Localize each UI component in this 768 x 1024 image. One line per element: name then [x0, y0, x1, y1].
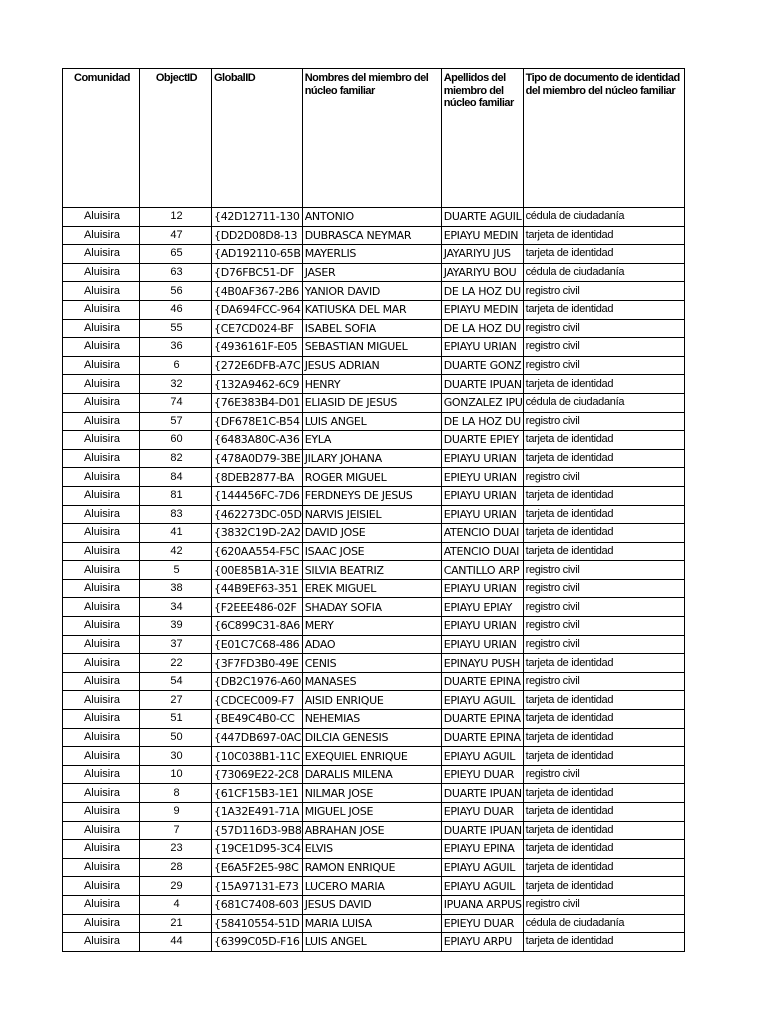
- table-row: [63, 468, 685, 487]
- cell-tipo-documento: tarjeta de identidad: [523, 728, 684, 747]
- cell-tipo-documento: registro civil: [523, 672, 684, 691]
- cell-globalid: {DB2C1976-A60: [212, 672, 303, 691]
- cell-objectid: 83: [140, 505, 212, 524]
- cell-apellidos: EPIAYU EPIAY: [441, 598, 523, 617]
- cell-comunidad: Aluisira: [63, 468, 140, 487]
- cell-apellidos: EPIAYU DUAR: [441, 803, 523, 822]
- cell-nombres: JESUS DAVID: [302, 895, 441, 914]
- cell-tipo-documento: cédula de ciudadanía: [523, 263, 684, 282]
- cell-comunidad: Aluisira: [63, 505, 140, 524]
- cell-objectid: 28: [140, 858, 212, 877]
- cell-objectid: 23: [140, 840, 212, 859]
- cell-tipo-documento: tarjeta de identidad: [523, 933, 684, 952]
- cell-comunidad: Aluisira: [63, 356, 140, 375]
- cell-globalid: {AD192110-65B: [212, 245, 303, 264]
- cell-objectid: 46: [140, 300, 212, 319]
- cell-nombres: NARVIS JEISIEL: [302, 505, 441, 524]
- cell-tipo-documento: tarjeta de identidad: [523, 542, 684, 561]
- cell-tipo-documento: registro civil: [523, 319, 684, 338]
- cell-comunidad: Aluisira: [63, 914, 140, 933]
- cell-tipo-documento: tarjeta de identidad: [523, 375, 684, 394]
- cell-objectid: 36: [140, 338, 212, 357]
- table-row: [63, 710, 685, 729]
- cell-nombres: CENIS: [302, 654, 441, 673]
- cell-apellidos: EPIAYU URIAN: [441, 449, 523, 468]
- cell-tipo-documento: registro civil: [523, 765, 684, 784]
- cell-nombres: NEHEMIAS: [302, 710, 441, 729]
- cell-comunidad: Aluisira: [63, 858, 140, 877]
- cell-tipo-documento: cédula de ciudadanía: [523, 208, 684, 227]
- cell-globalid: {58410554-51D: [212, 914, 303, 933]
- cell-comunidad: Aluisira: [63, 245, 140, 264]
- cell-tipo-documento: tarjeta de identidad: [523, 877, 684, 896]
- cell-tipo-documento: tarjeta de identidad: [523, 858, 684, 877]
- cell-apellidos: EPIAYU ARPU: [441, 933, 523, 952]
- cell-globalid: {4936161F-E05: [212, 338, 303, 357]
- cell-nombres: JESUS ADRIAN: [302, 356, 441, 375]
- cell-tipo-documento: tarjeta de identidad: [523, 710, 684, 729]
- table-row: [63, 486, 685, 505]
- cell-objectid: 50: [140, 728, 212, 747]
- cell-apellidos: DUARTE EPINA: [441, 728, 523, 747]
- cell-objectid: 42: [140, 542, 212, 561]
- table-row: [63, 505, 685, 524]
- table-row: [63, 914, 685, 933]
- cell-nombres: MANASES: [302, 672, 441, 691]
- cell-tipo-documento: tarjeta de identidad: [523, 654, 684, 673]
- cell-tipo-documento: registro civil: [523, 617, 684, 636]
- cell-globalid: {144456FC-7D6: [212, 486, 303, 505]
- table-row: [63, 840, 685, 859]
- cell-objectid: 6: [140, 356, 212, 375]
- cell-globalid: {8DEB2877-BA: [212, 468, 303, 487]
- cell-tipo-documento: tarjeta de identidad: [523, 505, 684, 524]
- cell-globalid: {132A9462-6C9: [212, 375, 303, 394]
- table-row: [63, 877, 685, 896]
- cell-nombres: FERDNEYS DE JESUS: [302, 486, 441, 505]
- cell-nombres: ANTONIO: [302, 208, 441, 227]
- cell-apellidos: EPIAYU URIAN: [441, 505, 523, 524]
- cell-globalid: {CDCEC009-F7: [212, 691, 303, 710]
- header-objectid: ObjectID: [140, 69, 212, 208]
- header-nombres: Nombres del miembro del núcleo familiar: [302, 69, 441, 208]
- cell-nombres: NILMAR JOSE: [302, 784, 441, 803]
- cell-globalid: {DD2D08D8-13: [212, 226, 303, 245]
- cell-comunidad: Aluisira: [63, 784, 140, 803]
- cell-comunidad: Aluisira: [63, 226, 140, 245]
- cell-nombres: MERY: [302, 617, 441, 636]
- cell-objectid: 4: [140, 895, 212, 914]
- cell-apellidos: JAYARIYU BOU: [441, 263, 523, 282]
- cell-objectid: 56: [140, 282, 212, 301]
- cell-nombres: LUIS ANGEL: [302, 933, 441, 952]
- cell-tipo-documento: tarjeta de identidad: [523, 840, 684, 859]
- cell-comunidad: Aluisira: [63, 691, 140, 710]
- table-row: [63, 338, 685, 357]
- cell-objectid: 65: [140, 245, 212, 264]
- cell-globalid: {00E85B1A-31E: [212, 561, 303, 580]
- table-body: [63, 208, 685, 952]
- cell-comunidad: Aluisira: [63, 300, 140, 319]
- cell-tipo-documento: registro civil: [523, 412, 684, 431]
- cell-globalid: {57D116D3-9B8: [212, 821, 303, 840]
- cell-comunidad: Aluisira: [63, 319, 140, 338]
- cell-tipo-documento: tarjeta de identidad: [523, 226, 684, 245]
- cell-objectid: 63: [140, 263, 212, 282]
- cell-comunidad: Aluisira: [63, 672, 140, 691]
- cell-objectid: 12: [140, 208, 212, 227]
- cell-nombres: DAVID JOSE: [302, 524, 441, 543]
- cell-globalid: {76E383B4-D01: [212, 393, 303, 412]
- data-table: [62, 68, 685, 952]
- cell-globalid: {42D12711-130: [212, 208, 303, 227]
- cell-nombres: MAYERLIS: [302, 245, 441, 264]
- table-row: [63, 431, 685, 450]
- table-row: [63, 747, 685, 766]
- cell-comunidad: Aluisira: [63, 728, 140, 747]
- cell-apellidos: DUARTE GONZ: [441, 356, 523, 375]
- cell-objectid: 32: [140, 375, 212, 394]
- cell-apellidos: EPIEYU DUAR: [441, 914, 523, 933]
- cell-objectid: 81: [140, 486, 212, 505]
- table-row: [63, 245, 685, 264]
- table-row: [63, 691, 685, 710]
- cell-tipo-documento: tarjeta de identidad: [523, 784, 684, 803]
- cell-globalid: {61CF15B3-1E1: [212, 784, 303, 803]
- cell-globalid: {73069E22-2C8: [212, 765, 303, 784]
- cell-nombres: ISAAC JOSE: [302, 542, 441, 561]
- cell-comunidad: Aluisira: [63, 412, 140, 431]
- cell-nombres: SEBASTIAN MIGUEL: [302, 338, 441, 357]
- table-row: [63, 821, 685, 840]
- cell-objectid: 29: [140, 877, 212, 896]
- cell-nombres: ABRAHAN JOSE: [302, 821, 441, 840]
- cell-nombres: JILARY JOHANA: [302, 449, 441, 468]
- table-row: [63, 542, 685, 561]
- cell-nombres: ROGER MIGUEL: [302, 468, 441, 487]
- cell-comunidad: Aluisira: [63, 579, 140, 598]
- cell-nombres: AISID ENRIQUE: [302, 691, 441, 710]
- cell-objectid: 7: [140, 821, 212, 840]
- cell-apellidos: EPIEYU URIAN: [441, 468, 523, 487]
- cell-objectid: 74: [140, 393, 212, 412]
- cell-nombres: RAMON ENRIQUE: [302, 858, 441, 877]
- cell-objectid: 30: [140, 747, 212, 766]
- cell-tipo-documento: tarjeta de identidad: [523, 803, 684, 822]
- cell-objectid: 57: [140, 412, 212, 431]
- cell-objectid: 60: [140, 431, 212, 450]
- cell-apellidos: EPIAYU URIAN: [441, 486, 523, 505]
- cell-tipo-documento: cédula de ciudadanía: [523, 393, 684, 412]
- cell-globalid: {E01C7C68-486: [212, 635, 303, 654]
- cell-globalid: {447DB697-0AC: [212, 728, 303, 747]
- table-row: [63, 300, 685, 319]
- cell-tipo-documento: registro civil: [523, 895, 684, 914]
- table-row: [63, 226, 685, 245]
- cell-comunidad: Aluisira: [63, 877, 140, 896]
- cell-globalid: {681C7408-603: [212, 895, 303, 914]
- cell-nombres: HENRY: [302, 375, 441, 394]
- cell-globalid: {3832C19D-2A2: [212, 524, 303, 543]
- cell-apellidos: CANTILLO ARP: [441, 561, 523, 580]
- cell-objectid: 51: [140, 710, 212, 729]
- cell-globalid: {6483A80C-A36: [212, 431, 303, 450]
- cell-comunidad: Aluisira: [63, 635, 140, 654]
- cell-comunidad: Aluisira: [63, 710, 140, 729]
- cell-apellidos: EPIAYU MEDIN: [441, 226, 523, 245]
- cell-comunidad: Aluisira: [63, 542, 140, 561]
- cell-nombres: EYLA: [302, 431, 441, 450]
- cell-apellidos: DUARTE AGUIL: [441, 208, 523, 227]
- cell-apellidos: DE LA HOZ DU: [441, 412, 523, 431]
- cell-comunidad: Aluisira: [63, 617, 140, 636]
- cell-globalid: {6399C05D-F16: [212, 933, 303, 952]
- cell-apellidos: EPIAYU AGUIL: [441, 691, 523, 710]
- cell-nombres: MIGUEL JOSE: [302, 803, 441, 822]
- cell-apellidos: EPIAYU AGUIL: [441, 858, 523, 877]
- cell-comunidad: Aluisira: [63, 561, 140, 580]
- cell-comunidad: Aluisira: [63, 747, 140, 766]
- cell-objectid: 37: [140, 635, 212, 654]
- cell-objectid: 47: [140, 226, 212, 245]
- table-row: [63, 579, 685, 598]
- table-row: [63, 263, 685, 282]
- cell-apellidos: EPIAYU EPINA: [441, 840, 523, 859]
- cell-tipo-documento: cédula de ciudadanía: [523, 914, 684, 933]
- cell-tipo-documento: registro civil: [523, 356, 684, 375]
- cell-globalid: {19CE1D95-3C4: [212, 840, 303, 859]
- cell-comunidad: Aluisira: [63, 933, 140, 952]
- cell-tipo-documento: registro civil: [523, 338, 684, 357]
- cell-nombres: JASER: [302, 263, 441, 282]
- cell-globalid: {272E6DFB-A7C: [212, 356, 303, 375]
- cell-objectid: 27: [140, 691, 212, 710]
- cell-objectid: 5: [140, 561, 212, 580]
- cell-globalid: {6C899C31-8A6: [212, 617, 303, 636]
- cell-tipo-documento: registro civil: [523, 282, 684, 301]
- cell-tipo-documento: tarjeta de identidad: [523, 431, 684, 450]
- cell-tipo-documento: tarjeta de identidad: [523, 245, 684, 264]
- cell-globalid: {462273DC-05D: [212, 505, 303, 524]
- cell-apellidos: IPUANA ARPUS: [441, 895, 523, 914]
- cell-comunidad: Aluisira: [63, 598, 140, 617]
- cell-objectid: 55: [140, 319, 212, 338]
- cell-comunidad: Aluisira: [63, 431, 140, 450]
- table-row: [63, 617, 685, 636]
- table-row: [63, 319, 685, 338]
- cell-globalid: {E6A5F2E5-98C: [212, 858, 303, 877]
- cell-comunidad: Aluisira: [63, 449, 140, 468]
- table-row: [63, 895, 685, 914]
- cell-globalid: {BE49C4B0-CC: [212, 710, 303, 729]
- cell-objectid: 22: [140, 654, 212, 673]
- cell-comunidad: Aluisira: [63, 282, 140, 301]
- cell-nombres: DUBRASCA NEYMAR: [302, 226, 441, 245]
- cell-apellidos: ATENCIO DUAI: [441, 524, 523, 543]
- cell-nombres: EREK MIGUEL: [302, 579, 441, 598]
- cell-apellidos: EPIAYU AGUIL: [441, 877, 523, 896]
- cell-objectid: 82: [140, 449, 212, 468]
- table-row: [63, 672, 685, 691]
- cell-apellidos: DUARTE IPUAN: [441, 375, 523, 394]
- cell-nombres: EXEQUIEL ENRIQUE: [302, 747, 441, 766]
- cell-globalid: {CE7CD024-BF: [212, 319, 303, 338]
- cell-globalid: {F2EEE486-02F: [212, 598, 303, 617]
- cell-objectid: 38: [140, 579, 212, 598]
- cell-apellidos: EPINAYU PUSH: [441, 654, 523, 673]
- cell-globalid: {4B0AF367-2B6: [212, 282, 303, 301]
- cell-globalid: {478A0D79-3BE: [212, 449, 303, 468]
- cell-nombres: MARIA LUISA: [302, 914, 441, 933]
- cell-comunidad: Aluisira: [63, 524, 140, 543]
- cell-objectid: 34: [140, 598, 212, 617]
- cell-tipo-documento: registro civil: [523, 561, 684, 580]
- table-row: [63, 784, 685, 803]
- cell-nombres: ELVIS: [302, 840, 441, 859]
- cell-nombres: SILVIA BEATRIZ: [302, 561, 441, 580]
- cell-tipo-documento: tarjeta de identidad: [523, 747, 684, 766]
- cell-globalid: {620AA554-F5C: [212, 542, 303, 561]
- cell-globalid: {1A32E491-71A: [212, 803, 303, 822]
- cell-globalid: {15A97131-E73: [212, 877, 303, 896]
- cell-apellidos: EPIAYU URIAN: [441, 617, 523, 636]
- table-row: [63, 654, 685, 673]
- cell-objectid: 8: [140, 784, 212, 803]
- cell-nombres: ADAO: [302, 635, 441, 654]
- cell-nombres: DARALIS MILENA: [302, 765, 441, 784]
- cell-apellidos: DE LA HOZ DU: [441, 319, 523, 338]
- cell-tipo-documento: tarjeta de identidad: [523, 821, 684, 840]
- table-row: [63, 635, 685, 654]
- cell-apellidos: EPIEYU DUAR: [441, 765, 523, 784]
- cell-comunidad: Aluisira: [63, 393, 140, 412]
- cell-tipo-documento: tarjeta de identidad: [523, 449, 684, 468]
- cell-tipo-documento: registro civil: [523, 579, 684, 598]
- cell-globalid: {D76FBC51-DF: [212, 263, 303, 282]
- cell-apellidos: GONZALEZ IPU: [441, 393, 523, 412]
- header-apellidos: Apellidos del miembro del núcleo familiar: [441, 69, 523, 208]
- table-row: [63, 728, 685, 747]
- cell-nombres: SHADAY SOFIA: [302, 598, 441, 617]
- cell-objectid: 9: [140, 803, 212, 822]
- cell-comunidad: Aluisira: [63, 803, 140, 822]
- table-row: [63, 393, 685, 412]
- table-row: [63, 803, 685, 822]
- cell-comunidad: Aluisira: [63, 895, 140, 914]
- cell-apellidos: EPIAYU URIAN: [441, 579, 523, 598]
- cell-objectid: 10: [140, 765, 212, 784]
- cell-tipo-documento: registro civil: [523, 598, 684, 617]
- cell-nombres: YANIOR DAVID: [302, 282, 441, 301]
- table-row: [63, 375, 685, 394]
- table-row: [63, 561, 685, 580]
- table-row: [63, 412, 685, 431]
- header-globalid: GlobalID: [212, 69, 303, 208]
- cell-nombres: LUCERO MARIA: [302, 877, 441, 896]
- cell-apellidos: DUARTE EPINA: [441, 710, 523, 729]
- cell-apellidos: DUARTE IPUAN: [441, 821, 523, 840]
- cell-tipo-documento: tarjeta de identidad: [523, 300, 684, 319]
- cell-tipo-documento: tarjeta de identidad: [523, 486, 684, 505]
- cell-apellidos: DE LA HOZ DU: [441, 282, 523, 301]
- cell-nombres: ELIASID DE JESUS: [302, 393, 441, 412]
- cell-objectid: 44: [140, 933, 212, 952]
- cell-globalid: {44B9EF63-351: [212, 579, 303, 598]
- cell-tipo-documento: tarjeta de identidad: [523, 691, 684, 710]
- cell-globalid: {3F7FD3B0-49E: [212, 654, 303, 673]
- cell-nombres: DILCIA GENESIS: [302, 728, 441, 747]
- table-row: [63, 933, 685, 952]
- cell-objectid: 21: [140, 914, 212, 933]
- cell-apellidos: EPIAYU URIAN: [441, 635, 523, 654]
- cell-globalid: {10C038B1-11C: [212, 747, 303, 766]
- cell-objectid: 39: [140, 617, 212, 636]
- cell-objectid: 54: [140, 672, 212, 691]
- cell-comunidad: Aluisira: [63, 765, 140, 784]
- cell-nombres: ISABEL SOFIA: [302, 319, 441, 338]
- cell-comunidad: Aluisira: [63, 654, 140, 673]
- cell-globalid: {DA694FCC-964: [212, 300, 303, 319]
- cell-apellidos: ATENCIO DUAI: [441, 542, 523, 561]
- table-row: [63, 765, 685, 784]
- table-row: [63, 208, 685, 227]
- cell-comunidad: Aluisira: [63, 486, 140, 505]
- cell-apellidos: EPIAYU URIAN: [441, 338, 523, 357]
- cell-apellidos: JAYARIYU JUS: [441, 245, 523, 264]
- cell-comunidad: Aluisira: [63, 840, 140, 859]
- cell-globalid: {DF678E1C-B54: [212, 412, 303, 431]
- cell-apellidos: DUARTE IPUAN: [441, 784, 523, 803]
- cell-tipo-documento: registro civil: [523, 468, 684, 487]
- cell-comunidad: Aluisira: [63, 375, 140, 394]
- table-row: [63, 598, 685, 617]
- cell-tipo-documento: registro civil: [523, 635, 684, 654]
- cell-apellidos: EPIAYU AGUIL: [441, 747, 523, 766]
- table-row: [63, 524, 685, 543]
- cell-apellidos: DUARTE EPINA: [441, 672, 523, 691]
- table-row: [63, 356, 685, 375]
- cell-comunidad: Aluisira: [63, 263, 140, 282]
- header-row: [63, 69, 685, 208]
- cell-objectid: 84: [140, 468, 212, 487]
- cell-objectid: 41: [140, 524, 212, 543]
- cell-comunidad: Aluisira: [63, 208, 140, 227]
- cell-nombres: KATIUSKA DEL MAR: [302, 300, 441, 319]
- table-row: [63, 449, 685, 468]
- header-comunidad: Comunidad: [63, 69, 140, 208]
- header-tipo-documento: Tipo de documento de identidad del miembro del núcleo familiar: [523, 69, 684, 208]
- cell-comunidad: Aluisira: [63, 821, 140, 840]
- table-row: [63, 282, 685, 301]
- cell-tipo-documento: tarjeta de identidad: [523, 524, 684, 543]
- cell-apellidos: DUARTE EPIEY: [441, 431, 523, 450]
- table-row: [63, 858, 685, 877]
- cell-apellidos: EPIAYU MEDIN: [441, 300, 523, 319]
- cell-comunidad: Aluisira: [63, 338, 140, 357]
- cell-nombres: LUIS ANGEL: [302, 412, 441, 431]
